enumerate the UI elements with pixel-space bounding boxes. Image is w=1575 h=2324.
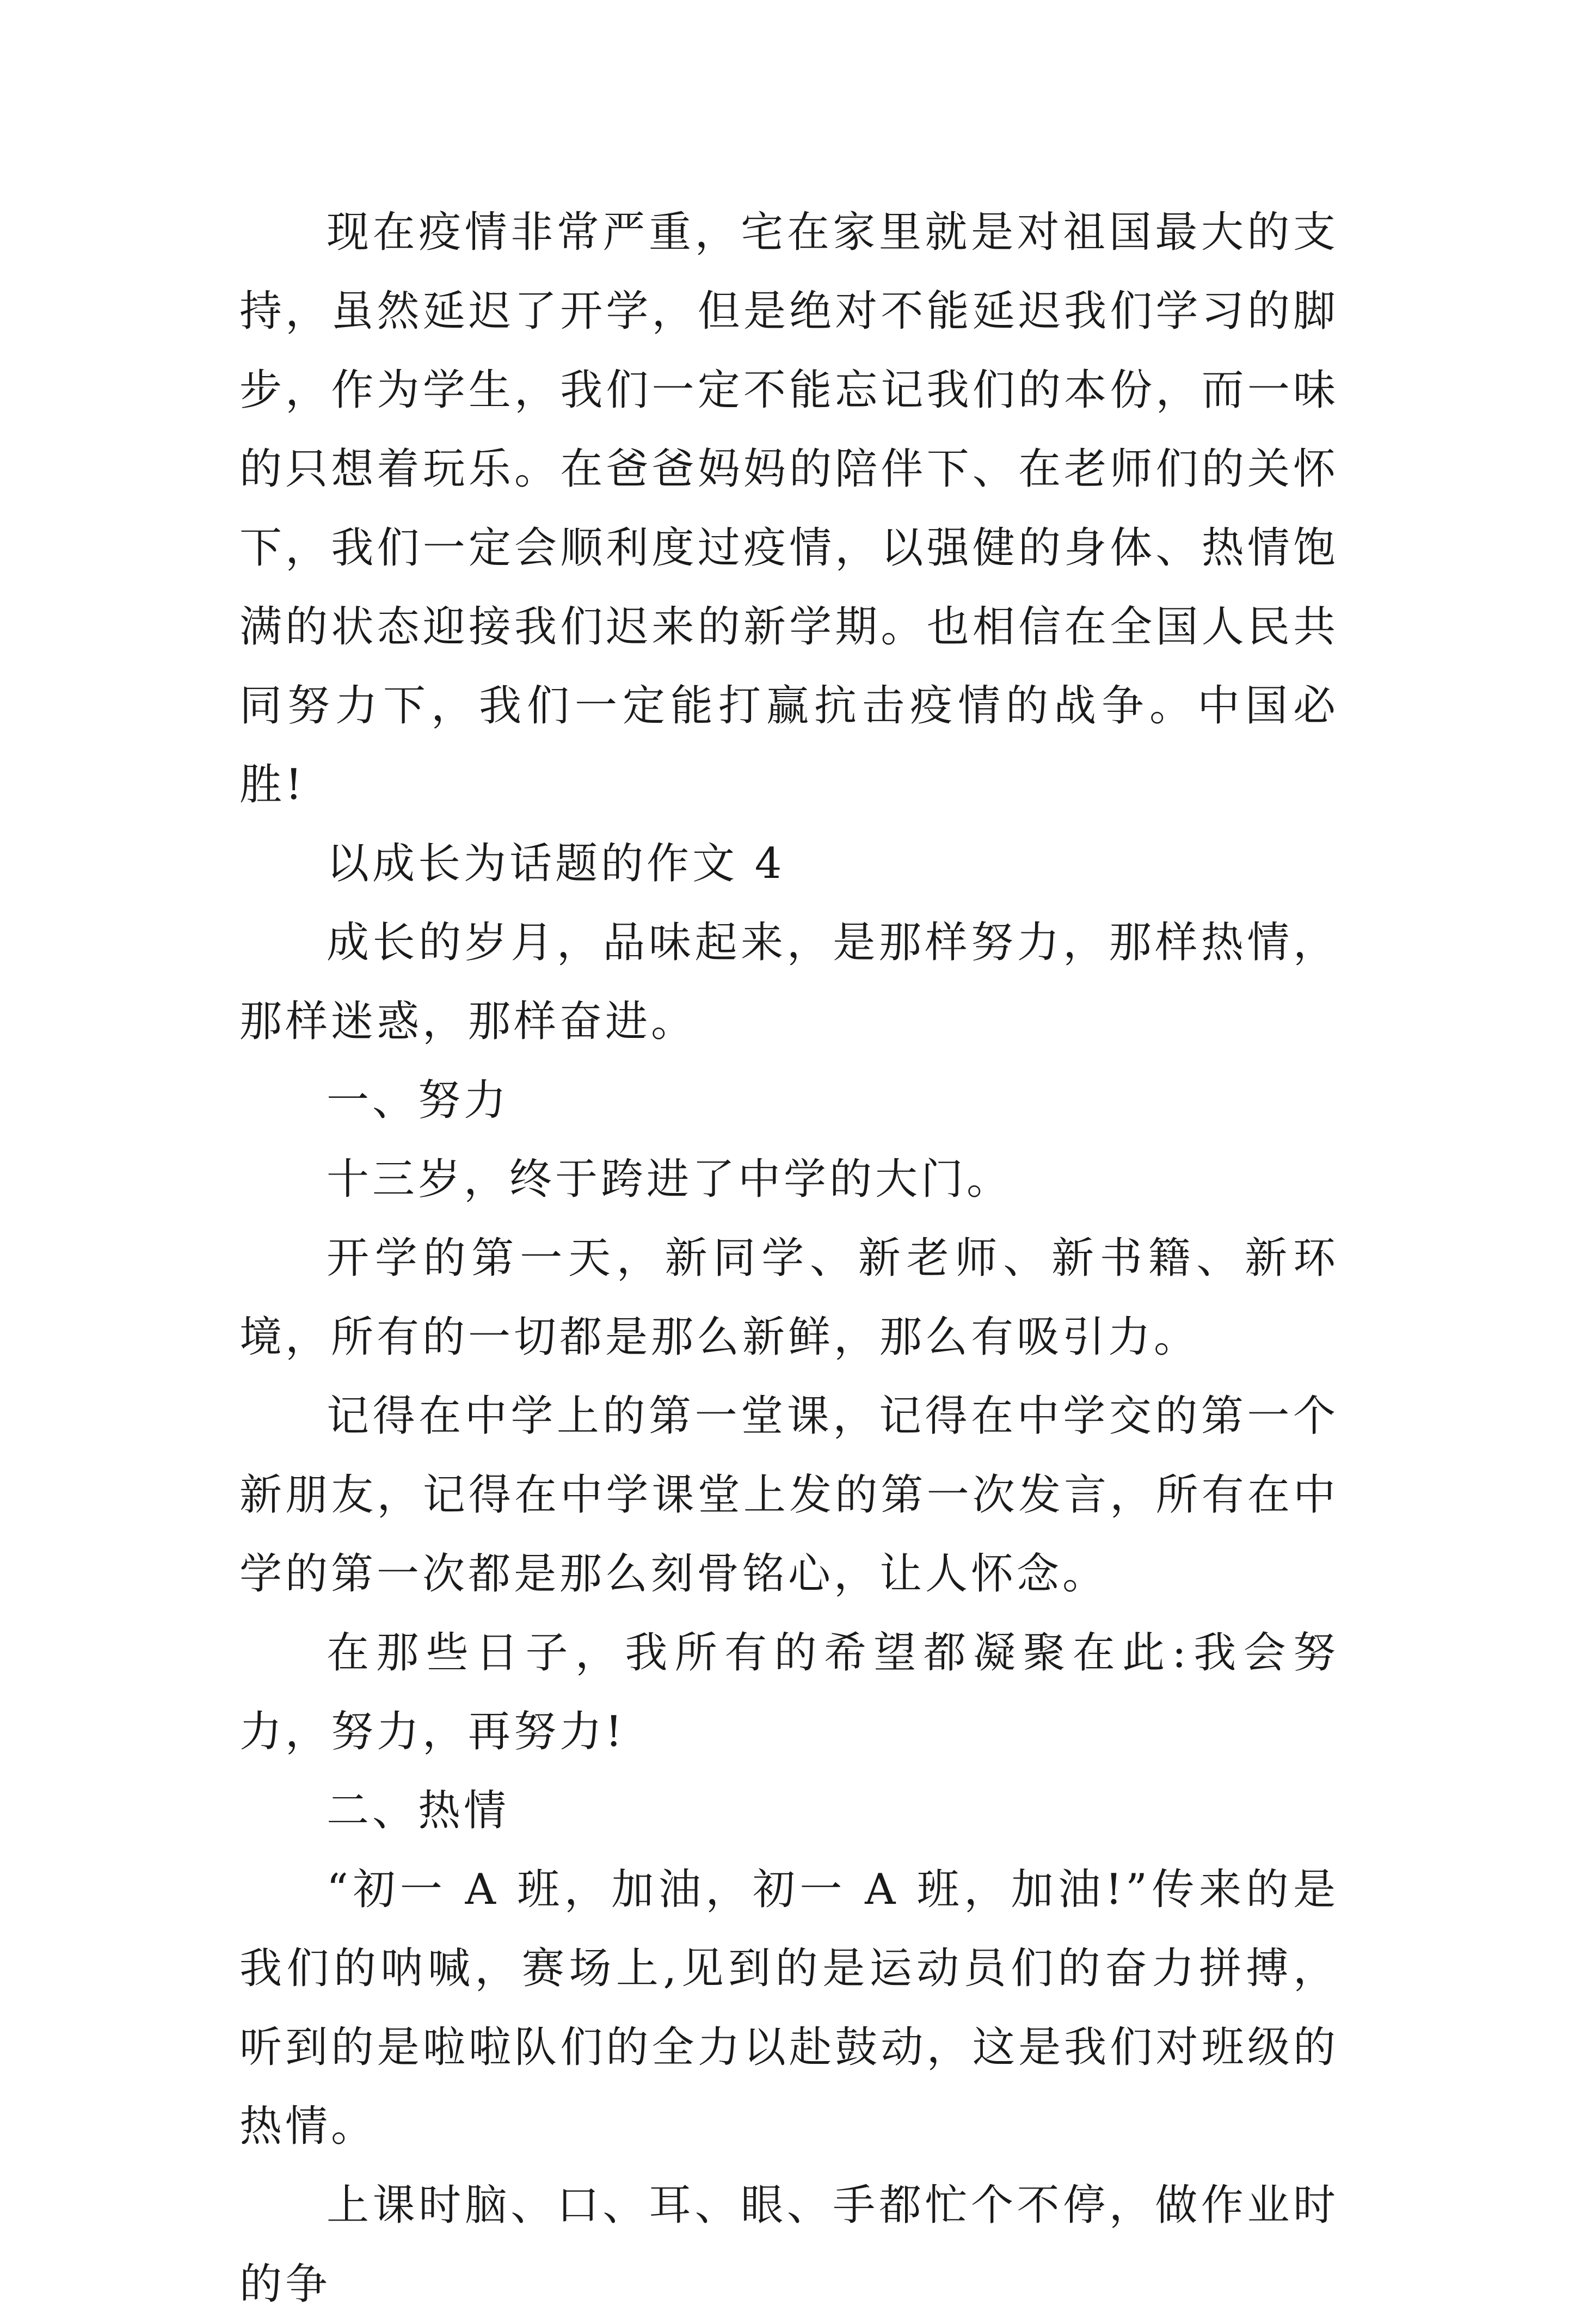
paragraph-first-day: 开学的第一天，新同学、新老师、新书籍、新环境，所有的一切都是那么新鲜，那么有吸引力。 [239, 1234, 1339, 1362]
paragraph-intro: 成长的岁月，品味起来，是那样努力，那样热情，那样迷惑，那样奋进。 [239, 918, 1339, 1046]
paragraph-cheering: “初一 A 班，加油，初一 A 班，加油!”传来的是我们的呐喊，赛场上,见到的是运动员们的奋力拼搏，听到的是啦啦队们的全力以赴鼓动，这是我们对班级的热情。 [239, 1865, 1339, 2151]
essay-title: 以成长为话题的作文 4 [327, 839, 785, 888]
paragraph-epidemic: 现在疫情非常严重，宅在家里就是对祖国最大的支持，虽然延迟了开学，但是绝对不能延迟我们学习的脚步，作为学生，我们一定不能忘记我们的本份，而一味的只想着玩乐。在爸爸妈妈的陪伴下、在老师们的关怀下，我们一定会顺利度过疫情，以强健的身体、热情饱满的状态迎接我们迟来的新学期。也相信在全国人民共同努力下，我们一定能打赢抗击疫情的战争。中国必胜! [239, 208, 1339, 809]
section-heading-effort: 一、努力 [327, 1076, 510, 1125]
paragraph-age-thirteen: 十三岁，终于跨进了中学的大门。 [327, 1155, 1013, 1204]
section-heading-passion: 二、热情 [327, 1786, 510, 1835]
paragraph-hope: 在那些日子，我所有的希望都凝聚在此:我会努力，努力，再努力! [239, 1628, 1339, 1756]
document-body [239, 193, 1339, 2324]
paragraph-in-class: 上课时脑、口、耳、眼、手都忙个不停，做作业时的争 [239, 2181, 1339, 2309]
paragraph-memories: 记得在中学上的第一堂课，记得在中学交的第一个新朋友，记得在中学课堂上发的第一次发言，所有在中学的第一次都是那么刻骨铭心，让人怀念。 [239, 1392, 1339, 1598]
